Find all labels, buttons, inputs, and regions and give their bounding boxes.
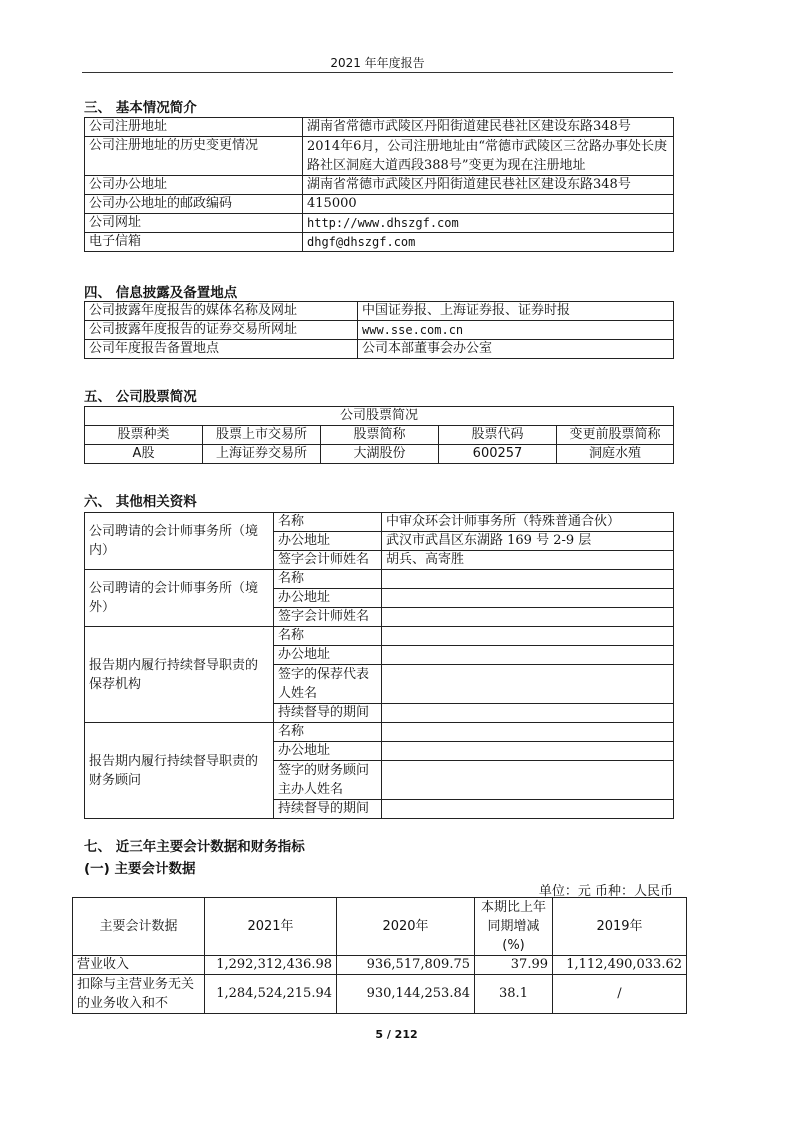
table-cell: 1,292,312,436.98 — [205, 956, 337, 975]
stock-table-title: 公司股票简况 — [85, 407, 674, 426]
table-cell: 1,284,524,215.94 — [205, 975, 337, 1014]
row-label: 公司披露年度报告的证券交易所网址 — [85, 321, 358, 340]
email-link[interactable]: dhgf@dhszgf.com — [303, 233, 674, 252]
page-number: 5 / 212 — [375, 1028, 418, 1041]
item-key: 办公地址 — [274, 742, 382, 761]
disclosure-table — [84, 301, 674, 359]
item-key: 名称 — [274, 570, 382, 589]
table-row — [85, 445, 674, 464]
row-label: 公司网址 — [85, 214, 303, 233]
group-label: 报告期内履行持续督导职责的保荐机构 — [85, 627, 274, 723]
item-value: 中审众环会计师事务所（特殊普通合伙） — [382, 513, 674, 532]
item-value — [382, 570, 674, 589]
column-header: 2019年 — [553, 898, 687, 956]
table-row — [85, 118, 674, 137]
column-header: 股票种类 — [85, 426, 203, 445]
item-value — [382, 761, 674, 800]
column-header: 股票代码 — [439, 426, 557, 445]
row-value: 2014年6月，公司注册地址由“常德市武陵区三岔路办事处长庚路社区洞庭大道西段388号”变更为现在注册地址 — [303, 137, 674, 176]
item-value — [382, 646, 674, 665]
row-label: 电子信箱 — [85, 233, 303, 252]
group-label: 公司聘请的会计师事务所（境外） — [85, 570, 274, 627]
section-3-title: 三、 基本情况简介 — [84, 100, 197, 116]
table-cell: 上海证券交易所 — [203, 445, 321, 464]
section-6-title: 六、 其他相关资料 — [84, 494, 197, 510]
column-header: 变更前股票简称 — [557, 426, 674, 445]
item-value — [382, 627, 674, 646]
table-header-row — [73, 898, 687, 956]
table-row — [85, 233, 674, 252]
row-value: 中国证券报、上海证券报、证券时报 — [358, 302, 674, 321]
item-value — [382, 800, 674, 819]
section-7-title: 七、 近三年主要会计数据和财务指标 — [84, 839, 305, 855]
group-label: 公司聘请的会计师事务所（境内） — [85, 513, 274, 570]
table-row — [85, 176, 674, 195]
item-value — [382, 608, 674, 627]
item-key: 签字的财务顾问主办人姓名 — [274, 761, 382, 800]
table-row — [85, 723, 674, 742]
row-label: 公司披露年度报告的媒体名称及网址 — [85, 302, 358, 321]
basic-info-table — [84, 117, 674, 252]
item-key: 签字的保荐代表人姓名 — [274, 665, 382, 704]
column-header: 股票简称 — [321, 426, 439, 445]
item-key: 办公地址 — [274, 589, 382, 608]
report-header: 2021 年年度报告 — [330, 56, 425, 70]
column-header: 2021年 — [205, 898, 337, 956]
item-key: 办公地址 — [274, 646, 382, 665]
item-value: 胡兵、高寄胜 — [382, 551, 674, 570]
section-7-subtitle: (一) 主要会计数据 — [84, 861, 196, 877]
row-label: 公司年度报告备置地点 — [85, 340, 358, 359]
row-label: 营业收入 — [73, 956, 205, 975]
table-row — [85, 570, 674, 589]
table-cell: / — [553, 975, 687, 1014]
item-value — [382, 742, 674, 761]
column-header: 主要会计数据 — [73, 898, 205, 956]
table-cell: A股 — [85, 445, 203, 464]
stock-table — [84, 406, 674, 464]
table-cell: 洞庭水殖 — [557, 445, 674, 464]
item-key: 持续督导的期间 — [274, 800, 382, 819]
row-value: 湖南省常德市武陵区丹阳街道建民巷社区建设东路348号 — [303, 118, 674, 137]
column-header: 2020年 — [337, 898, 475, 956]
row-label: 公司办公地址的邮政编码 — [85, 195, 303, 214]
table-cell: 37.99 — [475, 956, 553, 975]
item-key: 名称 — [274, 513, 382, 532]
table-cell: 936,517,809.75 — [337, 956, 475, 975]
exchange-website-link[interactable]: www.sse.com.cn — [358, 321, 674, 340]
row-label: 扣除与主营业务无关的业务收入和不 — [73, 975, 205, 1014]
item-value: 武汉市武昌区东湖路 169 号 2-9 层 — [382, 532, 674, 551]
item-value — [382, 723, 674, 742]
item-value — [382, 704, 674, 723]
item-key: 名称 — [274, 723, 382, 742]
section-4-title: 四、 信息披露及备置地点 — [84, 285, 238, 301]
section-5-title: 五、 公司股票简况 — [84, 389, 197, 405]
table-row — [85, 214, 674, 233]
table-title-row — [85, 407, 674, 426]
table-row — [85, 195, 674, 214]
row-value: 公司本部董事会办公室 — [358, 340, 674, 359]
column-header: 本期比上年同期增减(%) — [475, 898, 553, 956]
item-key: 名称 — [274, 627, 382, 646]
table-row — [73, 956, 687, 975]
table-row — [73, 975, 687, 1014]
table-header-row — [85, 426, 674, 445]
other-info-table — [84, 512, 674, 819]
table-cell: 38.1 — [475, 975, 553, 1014]
table-row — [85, 627, 674, 646]
table-row — [85, 513, 674, 532]
table-row — [85, 321, 674, 340]
item-key: 持续督导的期间 — [274, 704, 382, 723]
item-key: 签字会计师姓名 — [274, 551, 382, 570]
item-value — [382, 589, 674, 608]
table-cell: 大湖股份 — [321, 445, 439, 464]
table-cell: 930,144,253.84 — [337, 975, 475, 1014]
accounting-data-table — [72, 897, 687, 1014]
header-divider — [82, 72, 673, 73]
item-key: 办公地址 — [274, 532, 382, 551]
row-label: 公司注册地址 — [85, 118, 303, 137]
table-row — [85, 137, 674, 176]
table-row — [85, 302, 674, 321]
row-label: 公司办公地址 — [85, 176, 303, 195]
website-link[interactable]: http://www.dhszgf.com — [303, 214, 674, 233]
item-value — [382, 665, 674, 704]
table-cell: 1,112,490,033.62 — [553, 956, 687, 975]
row-value: 湖南省常德市武陵区丹阳街道建民巷社区建设东路348号 — [303, 176, 674, 195]
row-value: 415000 — [303, 195, 674, 214]
row-label: 公司注册地址的历史变更情况 — [85, 137, 303, 176]
unit-label: 单位：元 币种：人民币 — [538, 884, 673, 899]
table-row — [85, 340, 674, 359]
table-cell: 600257 — [439, 445, 557, 464]
group-label: 报告期内履行持续督导职责的财务顾问 — [85, 723, 274, 819]
column-header: 股票上市交易所 — [203, 426, 321, 445]
item-key: 签字会计师姓名 — [274, 608, 382, 627]
